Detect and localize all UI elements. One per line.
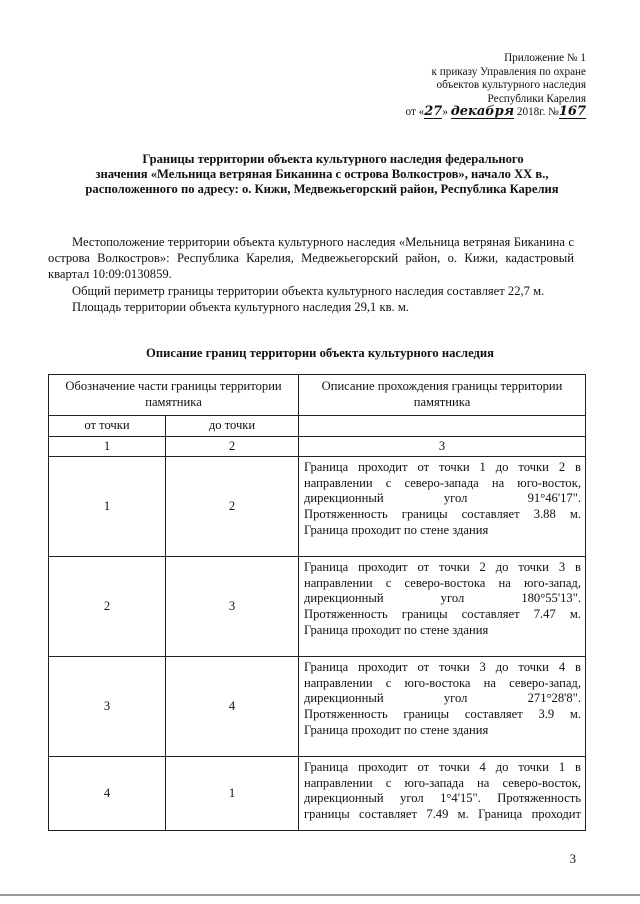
order-date-line [326, 106, 586, 120]
description-line: дирекционный угол 271°28'8". [304, 691, 581, 706]
description-line: направлении с северо-запада на юго-восток, [304, 475, 581, 490]
title-line-1: Границы территории объекта культурного наследия федерального [142, 152, 524, 166]
description-line: дирекционный угол 1°4'15". Протяженность [304, 791, 581, 806]
boundary-description-cell [299, 657, 586, 757]
order-number-handwritten: 167 [558, 104, 586, 119]
from-point-cell: 4 [49, 757, 166, 831]
order-month-handwritten: декабря [450, 104, 515, 119]
area-paragraph: Площадь территории объекта культурного наследия 29,1 кв. м. [72, 299, 409, 314]
page-number: 3 [569, 852, 576, 866]
order-date-mid: » [442, 106, 451, 118]
section-title: Описание границ территории объекта культурного наследия [146, 346, 494, 360]
document-title [36, 152, 608, 197]
description-line: направлении с северо-востока на юго-запад, [304, 575, 581, 590]
boundary-description-cell [299, 557, 586, 657]
boundary-description-cell [299, 757, 586, 831]
annex-line-3: объектов культурного наследия [436, 79, 586, 91]
to-point-cell: 4 [166, 657, 299, 757]
annex-block [326, 52, 586, 120]
title-line-2: значения «Мельница ветряная Биканина с острова Волкостров», начало XX в., [95, 167, 549, 181]
description-line: Граница проходит от точки 3 до точки 4 в [304, 660, 581, 675]
from-point-cell: 3 [49, 657, 166, 757]
header-boundary-part: Обозначение части границы территории памятника [49, 375, 299, 416]
from-point-cell: 2 [49, 557, 166, 657]
table-row [49, 457, 586, 557]
body-text [48, 234, 574, 315]
annex-line-1: Приложение № 1 [504, 52, 586, 64]
description-line: границы составляет 7.49 м. Граница проходит [304, 806, 581, 821]
description-line: Граница проходит по стене здания [304, 622, 489, 637]
bottom-scan-edge [0, 894, 640, 896]
perimeter-paragraph: Общий периметр границы территории объекта культурного наследия составляет 22,7 м. [72, 283, 545, 298]
order-date-prefix: от « [405, 106, 425, 118]
description-line: Протяженность границы составляет 7.47 м. [304, 606, 581, 621]
table-numbering-row [49, 436, 586, 457]
description-line: дирекционный угол 180°55'13". [304, 591, 581, 606]
header-boundary-description: Описание прохождения границы территории памятника [299, 375, 586, 416]
description-line: Граница проходит от точки 4 до точки 1 в [304, 760, 581, 775]
table-row [49, 657, 586, 757]
order-year: 2018г. № [514, 106, 559, 118]
description-line: направлении с юго-востока на северо-запад, [304, 675, 581, 690]
annex-line-2: к приказу Управления по охране [431, 65, 586, 78]
table-subheader-row [49, 416, 586, 437]
description-line: Протяженность границы составляет 3.88 м. [304, 506, 581, 521]
location-paragraph: Местоположение территории объекта культурного наследия «Мельница ветряная Биканина с острова Волкостров»: Республика Карелия, Медвежьегорский район, о. Кижи, кадастровый квартал 10:09:0130859. [48, 235, 574, 282]
from-point-cell: 1 [49, 457, 166, 557]
annex-line-4: Республики Карелия [487, 92, 586, 105]
table-row [49, 757, 586, 831]
column-number-3: 3 [299, 436, 586, 457]
boundary-description-cell [299, 457, 586, 557]
description-line: Граница проходит по стене здания [304, 722, 489, 737]
table-row [49, 557, 586, 657]
order-day-handwritten: 27 [424, 104, 443, 119]
to-point-cell: 2 [166, 457, 299, 557]
to-point-cell: 1 [166, 757, 299, 831]
header-from-point: от точки [49, 416, 166, 437]
description-line: Граница проходит по стене здания [304, 522, 489, 537]
column-number-2: 2 [166, 436, 299, 457]
boundary-table [48, 374, 586, 831]
table-header-row [49, 375, 586, 416]
description-line: дирекционный угол 91°46'17". [304, 491, 581, 506]
description-line: Граница проходит от точки 2 до точки 3 в [304, 560, 581, 575]
header-empty-cell [299, 416, 586, 437]
column-number-1: 1 [49, 436, 166, 457]
to-point-cell: 3 [166, 557, 299, 657]
title-line-3: расположенного по адресу: о. Кижи, Медвежьегорский район, Республика Карелия [85, 182, 559, 196]
description-line: направлении с юго-запада на северо-восток, [304, 775, 581, 790]
description-line: Протяженность границы составляет 3.9 м. [304, 706, 581, 721]
header-to-point: до точки [166, 416, 299, 437]
description-line: Граница проходит от точки 1 до точки 2 в [304, 460, 581, 475]
